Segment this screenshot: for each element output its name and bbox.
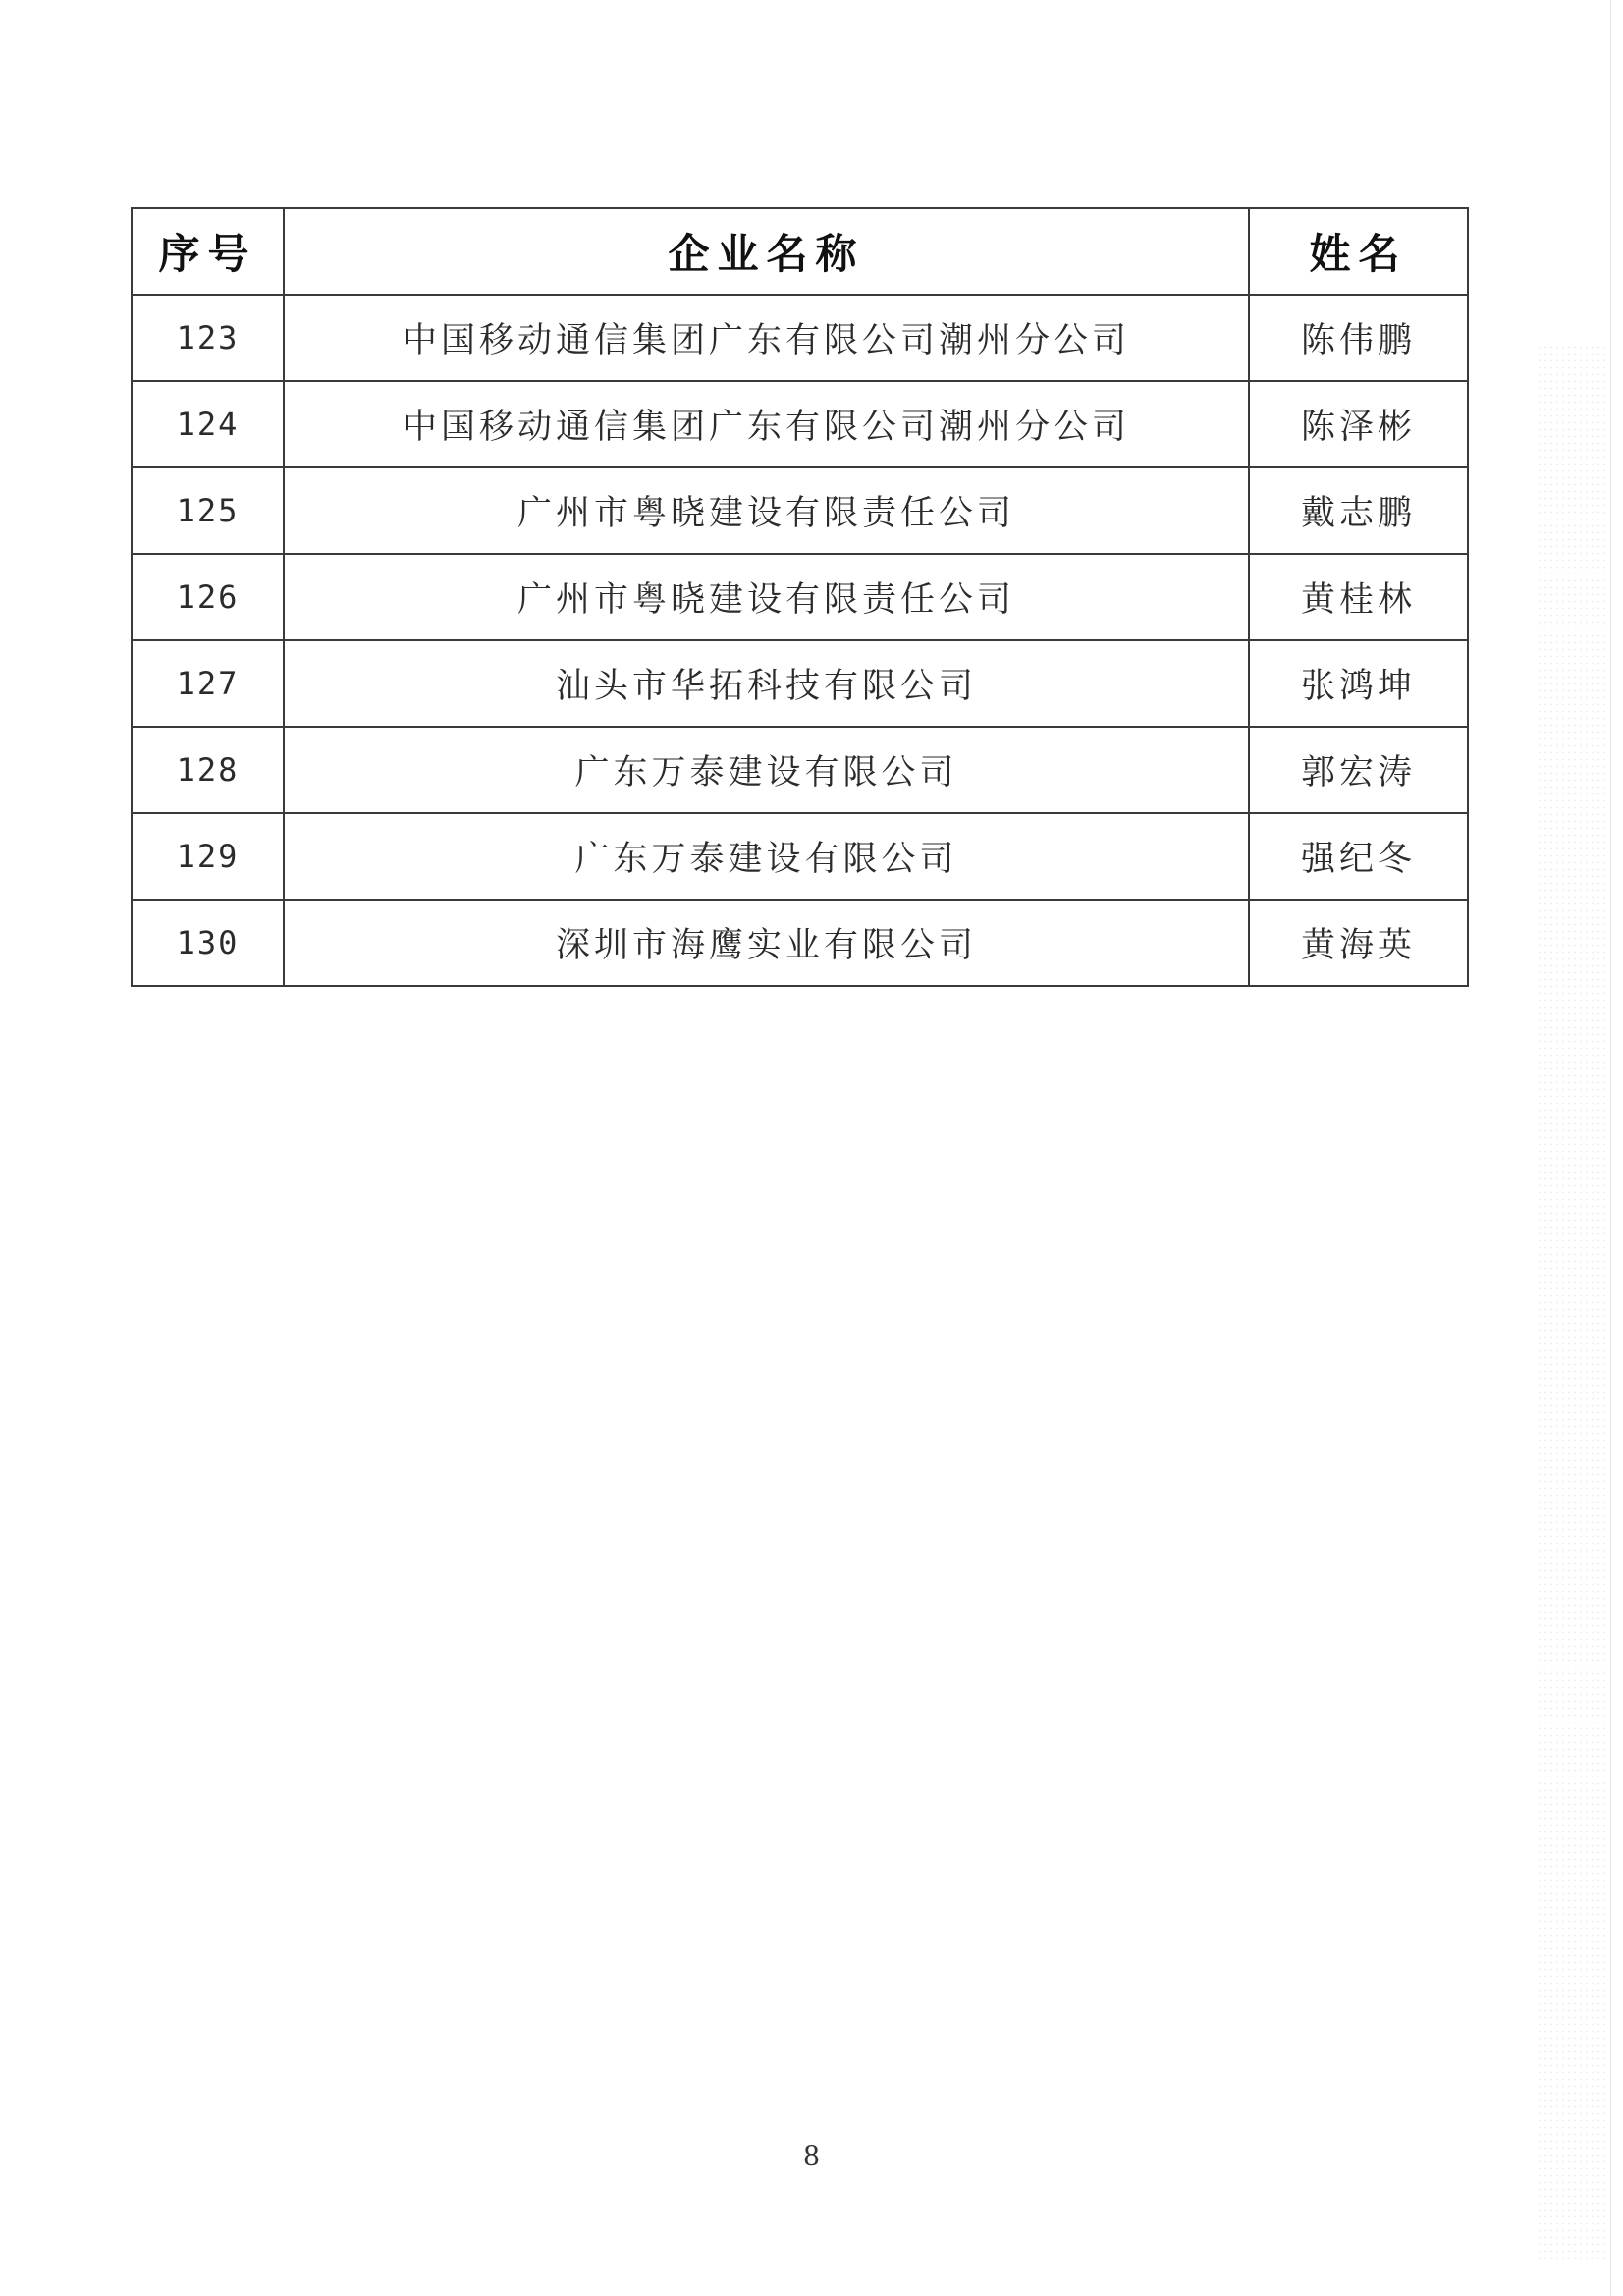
table-row <box>132 640 1468 727</box>
row-company: 中国移动通信集团广东有限公司潮州分公司 <box>284 381 1249 467</box>
row-name: 郭宏涛 <box>1249 727 1468 813</box>
row-company: 深圳市海鹰实业有限公司 <box>284 900 1249 986</box>
row-name: 强纪冬 <box>1249 813 1468 900</box>
table-header-row <box>132 208 1468 295</box>
row-company: 汕头市华拓科技有限公司 <box>284 640 1249 727</box>
table-row <box>132 381 1468 467</box>
table-row <box>132 295 1468 381</box>
table-row <box>132 467 1468 554</box>
row-index: 124 <box>132 381 284 467</box>
row-name: 张鸿坤 <box>1249 640 1468 727</box>
row-name: 戴志鹏 <box>1249 467 1468 554</box>
row-index: 126 <box>132 554 284 640</box>
roster-table <box>131 207 1469 987</box>
row-company: 中国移动通信集团广东有限公司潮州分公司 <box>284 295 1249 381</box>
row-name: 黄桂林 <box>1249 554 1468 640</box>
row-name: 陈泽彬 <box>1249 381 1468 467</box>
row-index: 128 <box>132 727 284 813</box>
page-number: 8 <box>803 2137 820 2172</box>
row-company: 广东万泰建设有限公司 <box>284 727 1249 813</box>
table-row <box>132 900 1468 986</box>
page-edge <box>1610 0 1611 2296</box>
table-row <box>132 554 1468 640</box>
header-company: 企业名称 <box>284 208 1249 295</box>
row-index: 123 <box>132 295 284 381</box>
row-index: 125 <box>132 467 284 554</box>
row-company: 广东万泰建设有限公司 <box>284 813 1249 900</box>
header-name: 姓名 <box>1249 208 1468 295</box>
header-index: 序号 <box>132 208 284 295</box>
table-row <box>132 727 1468 813</box>
row-company: 广州市粤晓建设有限责任公司 <box>284 554 1249 640</box>
row-name: 黄海英 <box>1249 900 1468 986</box>
scan-noise <box>1537 344 1605 2259</box>
row-company: 广州市粤晓建设有限责任公司 <box>284 467 1249 554</box>
row-name: 陈伟鹏 <box>1249 295 1468 381</box>
row-index: 129 <box>132 813 284 900</box>
row-index: 127 <box>132 640 284 727</box>
row-index: 130 <box>132 900 284 986</box>
table-row <box>132 813 1468 900</box>
